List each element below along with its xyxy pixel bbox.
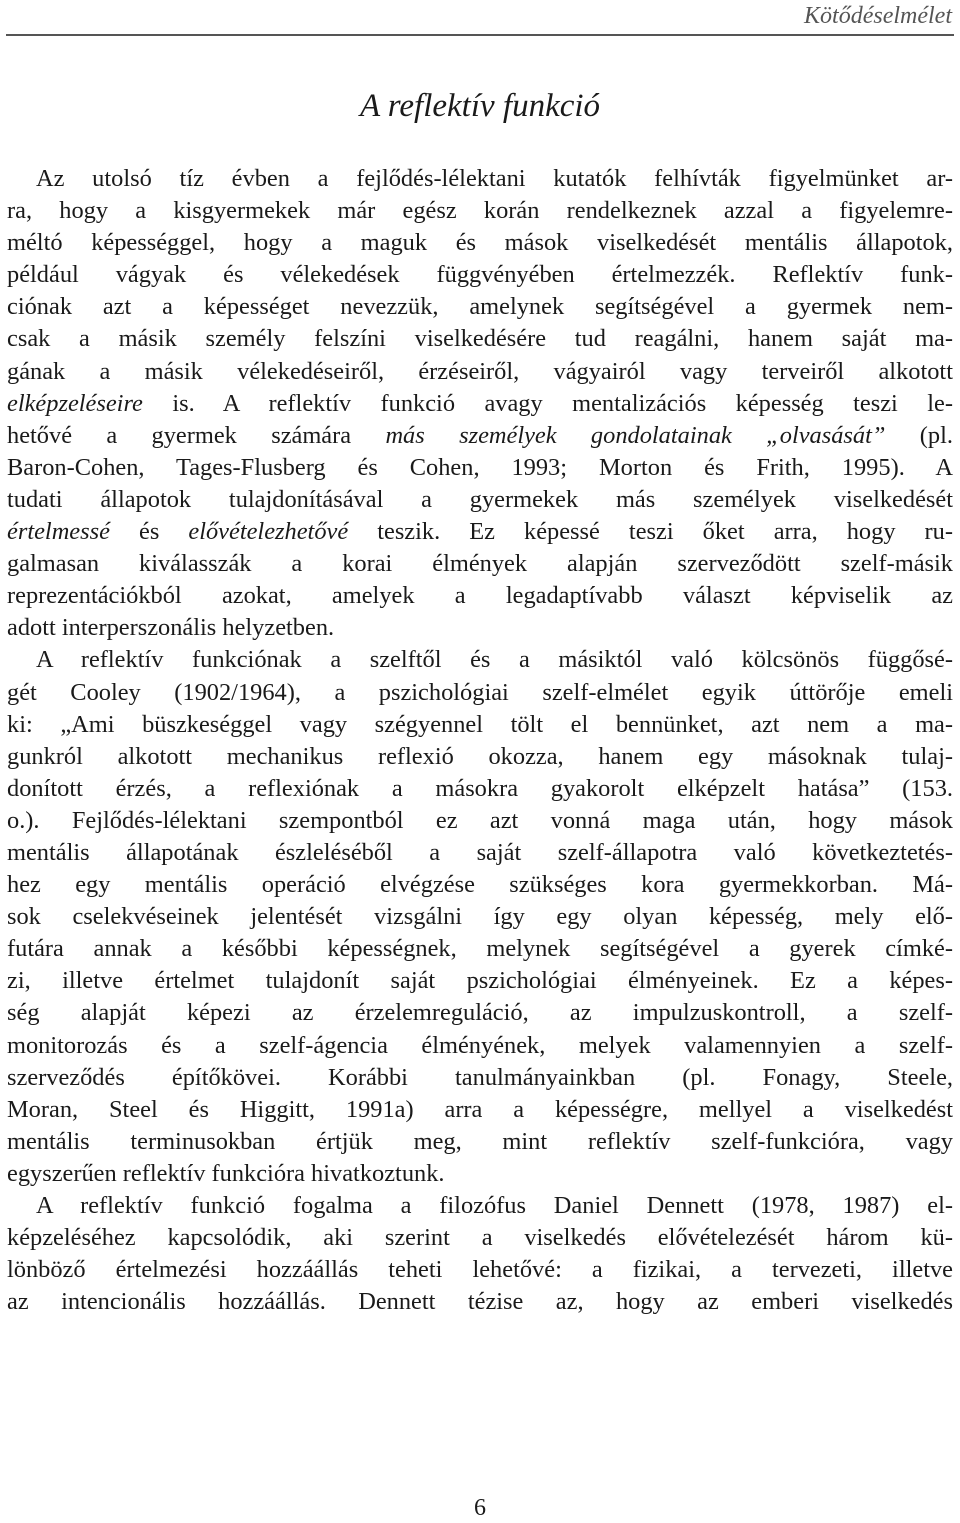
text-line bbox=[7, 612, 953, 644]
text-line bbox=[7, 901, 953, 933]
italic-run: értelmessé bbox=[7, 518, 110, 546]
text-run: o.). Fejlődés-lélektani szempontból ez azt vonná maga után, hogy mások bbox=[7, 806, 953, 834]
text-run: gunkról alkotott mechanikus reflexió okozza, hanem egy másoknak tulaj- bbox=[7, 742, 953, 770]
text-run: az intencionális hozzáállás. Dennett tézise az, hogy az emberi viselkedés bbox=[7, 1288, 953, 1316]
text-run: Baron-Cohen, Tages-Flusberg és Cohen, 1993; Morton és Frith, 1995). A bbox=[7, 453, 953, 481]
text-run: mentális terminusokban értjük meg, mint reflektív szelf-funkcióra, vagy bbox=[7, 1127, 953, 1155]
text-line bbox=[7, 580, 953, 612]
text-line bbox=[7, 1254, 953, 1286]
italic-run: más személyek gondolatainak „olvasását” bbox=[385, 421, 886, 449]
text-run: csak a másik személy felszíni viselkedésére tud reagálni, hanem saját ma- bbox=[7, 325, 953, 353]
text-run: lönböző értelmezési hozzáállás teheti lehetővé: a fizikai, a tervezeti, illetve bbox=[7, 1256, 953, 1284]
text-run: tudati állapotok tulajdonításával a gyermekek más személyek viselkedését bbox=[7, 485, 953, 513]
text-run: sok cselekvéseinek jelentését vizsgálni így egy olyan képesség, mely elő- bbox=[7, 903, 953, 931]
text-line bbox=[7, 965, 953, 997]
text-line bbox=[7, 1126, 953, 1158]
text-line bbox=[7, 933, 953, 965]
body-text bbox=[7, 163, 953, 1318]
text-line bbox=[7, 516, 953, 548]
text-line bbox=[7, 1094, 953, 1126]
text-line bbox=[7, 1286, 953, 1318]
text-run: gának a másik vélekedéseiről, érzéseiről, vágyairól vagy terveiről alkotott bbox=[7, 357, 953, 385]
paragraph bbox=[7, 163, 953, 644]
text-run: méltó képességgel, hogy a maguk és mások viselkedését mentális állapotok, bbox=[7, 229, 953, 257]
text-run: zi, illetve értelmet tulajdonít saját pszichológiai élményeinek. Ez a képes- bbox=[7, 967, 953, 995]
text-run: ra, hogy a kisgyermekek már egész korán rendelkeznek azzal a figyelemre- bbox=[7, 197, 953, 225]
paragraph bbox=[7, 1190, 953, 1318]
text-run: reprezentációkból azokat, amelyek a legadaptívabb választ képviselik az bbox=[7, 582, 953, 610]
text-line bbox=[7, 869, 953, 901]
text-run: monitorozás és a szelf-ágencia élményének, melyek valamennyien a szelf- bbox=[7, 1031, 953, 1059]
text-run: galmasan kiválasszák a korai élmények alapján szerveződött szelf-másik bbox=[7, 550, 953, 578]
text-line bbox=[7, 484, 953, 516]
text-line bbox=[7, 1158, 953, 1190]
text-line bbox=[7, 356, 953, 388]
running-header: Kötődéselmélet bbox=[804, 3, 952, 29]
text-run: futára annak a későbbi képességnek, melynek segítségével a gyerek címké- bbox=[7, 935, 953, 963]
text-run: A reflektív funkciónak a szelftől és a másiktól való kölcsönös függősé- bbox=[36, 646, 953, 674]
text-line bbox=[7, 741, 953, 773]
paragraph bbox=[7, 644, 953, 1190]
text-line bbox=[7, 452, 953, 484]
italic-run: elképzeléseire bbox=[7, 389, 143, 417]
text-line bbox=[7, 323, 953, 355]
text-line bbox=[7, 259, 953, 291]
text-run: szerveződés építőkövei. Korábbi tanulmányainkban (pl. Fonagy, Steele, bbox=[7, 1063, 953, 1091]
text-line bbox=[7, 1030, 953, 1062]
text-line bbox=[7, 644, 953, 676]
text-line bbox=[7, 1222, 953, 1254]
text-run: is. A reflektív funkció avagy mentalizációs képesség teszi le- bbox=[142, 389, 953, 417]
text-line bbox=[7, 1062, 953, 1094]
text-line bbox=[7, 163, 953, 195]
text-run: Moran, Steel és Higgitt, 1991a) arra a képességre, mellyel a viselkedést bbox=[7, 1095, 953, 1123]
text-run: (pl. bbox=[885, 421, 954, 449]
text-run: teszik. Ez képessé teszi őket arra, hogy ru- bbox=[348, 518, 953, 546]
text-line bbox=[7, 195, 953, 227]
text-line bbox=[7, 1190, 953, 1222]
text-line bbox=[7, 548, 953, 580]
text-line bbox=[7, 837, 953, 869]
text-line bbox=[7, 291, 953, 323]
text-line bbox=[7, 997, 953, 1029]
text-line bbox=[7, 805, 953, 837]
italic-run: elővételezhetővé bbox=[188, 518, 349, 546]
text-line bbox=[7, 677, 953, 709]
text-run: A reflektív funkció fogalma a filozófus Daniel Dennett (1978, 1987) el- bbox=[36, 1192, 953, 1219]
header-rule bbox=[6, 34, 954, 36]
text-run: például vágyak és vélekedések függvényében értelmezzék. Reflektív funk- bbox=[7, 261, 953, 289]
text-run: ciónak azt a képességet nevezzük, amelynek segítségével a gyermek nem- bbox=[7, 293, 953, 321]
text-line bbox=[7, 773, 953, 805]
text-line bbox=[7, 709, 953, 741]
text-line bbox=[7, 227, 953, 259]
text-run: gét Cooley (1902/1964), a pszichológiai szelf-elmélet egyik úttörője emeli bbox=[7, 678, 953, 706]
text-run: egyszerűen reflektív funkcióra hivatkoztunk. bbox=[7, 1159, 445, 1187]
chapter-title: A reflektív funkció bbox=[359, 88, 601, 124]
text-line bbox=[7, 388, 953, 420]
text-run: ség alapját képezi az érzelemreguláció, az impulzuskontroll, a szelf- bbox=[7, 999, 953, 1027]
text-line bbox=[7, 420, 953, 452]
text-run: és bbox=[109, 518, 189, 546]
text-run: Az utolsó tíz évben a fejlődés-lélektani kutatók felhívták figyelmünket ar- bbox=[36, 165, 953, 192]
text-run: hez egy mentális operáció elvégzése szükséges kora gyermekkorban. Má- bbox=[7, 871, 953, 899]
page-number: 6 bbox=[474, 1495, 486, 1521]
text-run: hetővé a gyermek számára bbox=[7, 421, 386, 449]
text-run: donított érzés, a reflexiónak a másokra gyakorolt elképzelt hatása” (153. bbox=[7, 774, 953, 802]
text-run: képzeléséhez kapcsolódik, aki szerint a viselkedés elővételezését három kü- bbox=[7, 1224, 953, 1252]
text-run: adott interperszonális helyzetben. bbox=[7, 614, 335, 642]
text-run: ki: „Ami büszkeséggel vagy szégyennel tölt el bennünket, azt nem a ma- bbox=[7, 710, 953, 738]
text-run: mentális állapotának észleléséből a saját szelf-állapotra való következtetés- bbox=[7, 838, 953, 866]
